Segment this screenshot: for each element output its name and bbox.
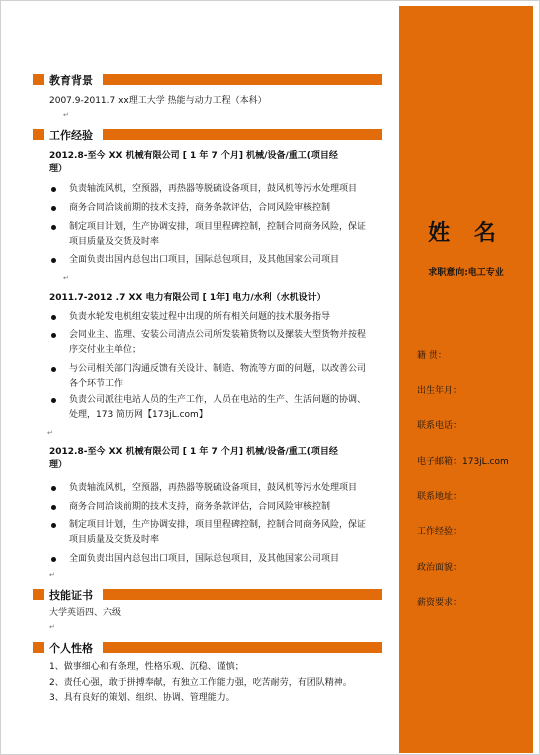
section-square-icon bbox=[33, 589, 44, 600]
info-hometown: 籍 贯： bbox=[417, 351, 447, 361]
return-mark-icon: ↵ bbox=[47, 429, 53, 437]
job-header: 2012.8-至今 XX 机械有限公司 [ 1 年 7 个月] 机械/设备/重工(项目经 bbox=[49, 447, 338, 457]
job-item-cont: 项目质量及交货及时率 bbox=[69, 237, 160, 247]
bullet-icon bbox=[51, 333, 56, 338]
job-item-cont: 各个环节工作 bbox=[69, 379, 124, 389]
return-mark-icon: ↵ bbox=[49, 623, 55, 631]
job-item: 负责轴流风机，空预器，再热器等脱硫设备项目，鼓风机等污水处理项目 bbox=[69, 184, 358, 194]
return-mark-icon: ↵ bbox=[63, 111, 69, 119]
job-item: 制定项目计划，生产协调安排，项目里程碑控制，控制合同商务风险，保证 bbox=[69, 520, 367, 530]
job-item: 商务合同洽谈前期的技术支持，商务条款评估，合同风险审核控制 bbox=[69, 203, 331, 213]
job-header: 2011.7-2012 .7 XX 电力有限公司 [ 1年] 电力/水利（水机设计） bbox=[49, 293, 326, 303]
job-header-cont: 理） bbox=[49, 164, 68, 174]
bullet-icon bbox=[51, 225, 56, 230]
bullet-icon bbox=[51, 505, 56, 510]
sidebar bbox=[399, 6, 533, 753]
job-header: 2012.8-至今 XX 机械有限公司 [ 1 年 7 个月] 机械/设备/重工(项目经 bbox=[49, 151, 338, 161]
info-political: 政治面貌： bbox=[417, 563, 463, 573]
return-mark-icon: ↵ bbox=[49, 571, 55, 579]
section-bar bbox=[103, 74, 382, 85]
personality-line: 2、责任心强，敢于拼搏奉献，有独立工作能力强，吃苦耐劳，有团队精神。 bbox=[49, 678, 352, 688]
bullet-icon bbox=[51, 486, 56, 491]
bullet-icon bbox=[51, 398, 56, 403]
bullet-icon bbox=[51, 367, 56, 372]
bullet-icon bbox=[51, 523, 56, 528]
job-item: 与公司相关部门沟通反馈有关设计、制造、物流等方面的问题，以改善公司 bbox=[69, 364, 367, 374]
education-title: 教育背景 bbox=[49, 74, 93, 87]
info-experience: 工作经验： bbox=[417, 527, 463, 537]
info-birth: 出生年月： bbox=[417, 386, 463, 396]
bullet-icon bbox=[51, 557, 56, 562]
job-item: 负责轴流风机，空预器，再热器等脱硫设备项目，鼓风机等污水处理项目 bbox=[69, 483, 358, 493]
job-item: 负责公司派往电站人员的生产工作，人员在电站的生产、生活问题的协调、 bbox=[69, 395, 367, 405]
job-item: 会同业主、监理、安装公司清点公司所发装箱货物以及摞装大型货物并按程 bbox=[69, 330, 367, 340]
personality-title: 个人性格 bbox=[49, 642, 93, 655]
info-address: 联系地址： bbox=[417, 492, 463, 502]
section-bar bbox=[103, 589, 382, 600]
candidate-name: 姓 名 bbox=[428, 221, 504, 246]
job-header-cont: 理） bbox=[49, 460, 68, 470]
job-item: 全面负责出国内总包出口项目，国际总包项目，及其他国家公司项目 bbox=[69, 255, 340, 265]
section-bar bbox=[103, 129, 382, 140]
job-item: 商务合同洽谈前期的技术支持，商务条款评估，合同风险审核控制 bbox=[69, 502, 331, 512]
section-square-icon bbox=[33, 642, 44, 653]
skills-title: 技能证书 bbox=[49, 589, 93, 602]
job-item: 全面负责出国内总包出口项目，国际总包项目，及其他国家公司项目 bbox=[69, 554, 340, 564]
bullet-icon bbox=[51, 187, 56, 192]
education-line: 2007.9-2011.7 xx理工大学 热能与动力工程（本科） bbox=[49, 96, 267, 106]
section-square-icon bbox=[33, 74, 44, 85]
job-item-cont: 序交付业主单位； bbox=[69, 345, 142, 355]
info-email: 电子邮箱：173jL.com bbox=[417, 457, 509, 467]
job-item: 制定项目计划，生产协调安排，项目里程碑控制，控制合同商务风险，保证 bbox=[69, 222, 367, 232]
bullet-icon bbox=[51, 315, 56, 320]
job-item-cont: 项目质量及交货及时率 bbox=[69, 535, 160, 545]
job-intent: 求职意向:电工专业 bbox=[428, 268, 504, 278]
job-item: 负责水轮发电机组安装过程中出现的所有相关问题的技术服务指导 bbox=[69, 312, 331, 322]
skills-line: 大学英语四、六级 bbox=[49, 608, 122, 618]
section-bar bbox=[103, 642, 382, 653]
job-item-cont: 处理，173 简历网【173jL.com】 bbox=[69, 410, 208, 420]
section-square-icon bbox=[33, 129, 44, 140]
personality-line: 1、做事细心和有条理，性格乐观、沉稳、谨慎； bbox=[49, 662, 244, 672]
bullet-icon bbox=[51, 258, 56, 263]
bullet-icon bbox=[51, 206, 56, 211]
info-salary: 薪资要求： bbox=[417, 598, 463, 608]
work-title: 工作经验 bbox=[49, 129, 93, 142]
info-phone: 联系电话： bbox=[417, 421, 463, 431]
return-mark-icon: ↵ bbox=[63, 274, 69, 282]
personality-line: 3、具有良好的策划、组织、协调、管理能力。 bbox=[49, 693, 235, 703]
